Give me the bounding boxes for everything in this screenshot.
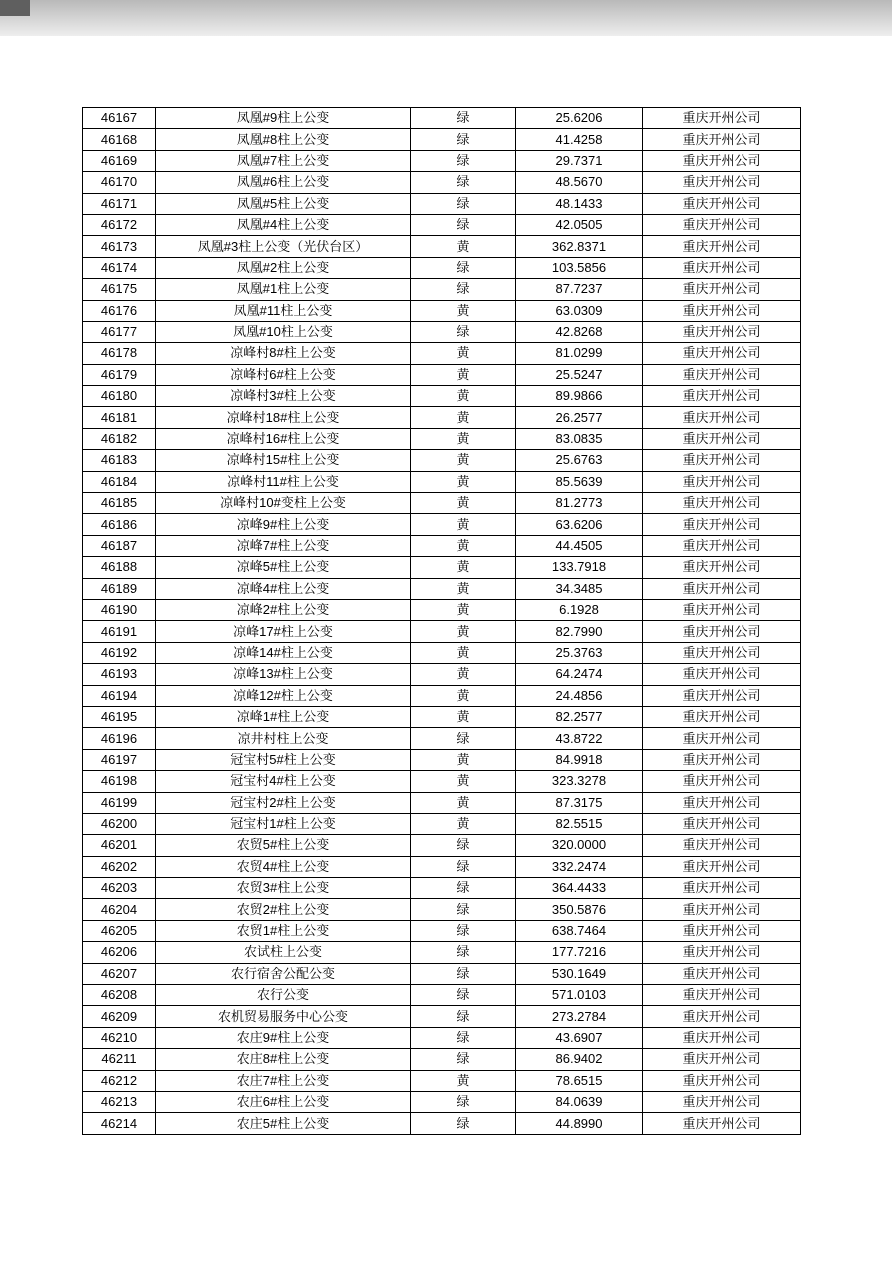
cell-company: 重庆开州公司 [643,172,801,193]
cell-id: 46173 [83,236,156,257]
cell-company: 重庆开州公司 [643,364,801,385]
cell-status: 绿 [411,1027,516,1048]
table-row [83,300,801,321]
cell-id: 46204 [83,899,156,920]
table-row [83,621,801,642]
cell-company: 重庆开州公司 [643,963,801,984]
cell-name: 凤凰#7柱上公变 [156,150,411,171]
cell-value: 34.3485 [516,578,643,599]
cell-name: 冠宝村1#柱上公变 [156,813,411,834]
cell-value: 25.3763 [516,642,643,663]
cell-name: 农贸3#柱上公变 [156,878,411,899]
cell-company: 重庆开州公司 [643,899,801,920]
table-row [83,942,801,963]
cell-status: 黄 [411,557,516,578]
cell-id: 46194 [83,685,156,706]
table-row [83,386,801,407]
cell-status: 黄 [411,450,516,471]
cell-status: 绿 [411,963,516,984]
cell-id: 46179 [83,364,156,385]
cell-value: 81.0299 [516,343,643,364]
cell-name: 凤凰#2柱上公变 [156,257,411,278]
cell-company: 重庆开州公司 [643,621,801,642]
cell-id: 46183 [83,450,156,471]
cell-company: 重庆开州公司 [643,450,801,471]
cell-value: 571.0103 [516,985,643,1006]
cell-value: 273.2784 [516,1006,643,1027]
cell-company: 重庆开州公司 [643,578,801,599]
cell-name: 凤凰#8柱上公变 [156,129,411,150]
table-row [83,899,801,920]
cell-id: 46167 [83,108,156,129]
cell-name: 农庄5#柱上公变 [156,1113,411,1134]
table-row [83,150,801,171]
cell-company: 重庆开州公司 [643,214,801,235]
cell-name: 农试柱上公变 [156,942,411,963]
cell-status: 黄 [411,664,516,685]
cell-id: 46196 [83,728,156,749]
cell-name: 农庄8#柱上公变 [156,1049,411,1070]
cell-value: 6.1928 [516,599,643,620]
cell-company: 重庆开州公司 [643,856,801,877]
cell-name: 冠宝村2#柱上公变 [156,792,411,813]
cell-name: 农庄9#柱上公变 [156,1027,411,1048]
cell-name: 凉峰1#柱上公变 [156,706,411,727]
cell-status: 黄 [411,236,516,257]
cell-company: 重庆开州公司 [643,257,801,278]
cell-company: 重庆开州公司 [643,1113,801,1134]
cell-status: 绿 [411,257,516,278]
cell-value: 133.7918 [516,557,643,578]
table-row [83,1113,801,1134]
table-row [83,193,801,214]
cell-company: 重庆开州公司 [643,279,801,300]
cell-company: 重庆开州公司 [643,685,801,706]
cell-id: 46200 [83,813,156,834]
cell-value: 84.0639 [516,1091,643,1112]
cell-company: 重庆开州公司 [643,1049,801,1070]
cell-id: 46213 [83,1091,156,1112]
table-row [83,792,801,813]
table-row [83,728,801,749]
cell-company: 重庆开州公司 [643,878,801,899]
cell-id: 46201 [83,835,156,856]
cell-id: 46168 [83,129,156,150]
table-row [83,1070,801,1091]
cell-name: 农机贸易服务中心公变 [156,1006,411,1027]
cell-value: 43.6907 [516,1027,643,1048]
cell-id: 46170 [83,172,156,193]
cell-name: 凤凰#10柱上公变 [156,321,411,342]
cell-status: 绿 [411,1091,516,1112]
cell-company: 重庆开州公司 [643,321,801,342]
cell-id: 46207 [83,963,156,984]
cell-name: 农贸4#柱上公变 [156,856,411,877]
cell-status: 绿 [411,1113,516,1134]
table-row [83,450,801,471]
cell-company: 重庆开州公司 [643,557,801,578]
cell-status: 黄 [411,642,516,663]
cell-id: 46187 [83,535,156,556]
table-row [83,856,801,877]
cell-value: 103.5856 [516,257,643,278]
table-row [83,1091,801,1112]
cell-company: 重庆开州公司 [643,835,801,856]
cell-name: 凉井村柱上公变 [156,728,411,749]
cell-status: 绿 [411,172,516,193]
table-row [83,685,801,706]
cell-id: 46210 [83,1027,156,1048]
cell-status: 绿 [411,899,516,920]
cell-company: 重庆开州公司 [643,792,801,813]
table-row [83,642,801,663]
cell-name: 凉峰村6#柱上公变 [156,364,411,385]
cell-company: 重庆开州公司 [643,1070,801,1091]
cell-name: 凤凰#1柱上公变 [156,279,411,300]
cell-status: 绿 [411,1006,516,1027]
cell-name: 凉峰14#柱上公变 [156,642,411,663]
cell-id: 46193 [83,664,156,685]
cell-id: 46178 [83,343,156,364]
table-row [83,214,801,235]
transformer-table [82,107,801,1135]
table-row [83,599,801,620]
cell-company: 重庆开州公司 [643,1027,801,1048]
cell-name: 凉峰村8#柱上公变 [156,343,411,364]
cell-value: 44.8990 [516,1113,643,1134]
cell-status: 黄 [411,813,516,834]
cell-company: 重庆开州公司 [643,985,801,1006]
cell-value: 42.8268 [516,321,643,342]
cell-id: 46184 [83,471,156,492]
cell-value: 87.7237 [516,279,643,300]
cell-name: 凤凰#3柱上公变（光伏台区） [156,236,411,257]
cell-value: 24.4856 [516,685,643,706]
table-row [83,985,801,1006]
cell-value: 84.9918 [516,749,643,770]
table-row [83,578,801,599]
table-body [83,108,801,1135]
cell-status: 绿 [411,150,516,171]
cell-id: 46186 [83,514,156,535]
cell-id: 46190 [83,599,156,620]
cell-name: 凉峰村15#柱上公变 [156,450,411,471]
cell-company: 重庆开州公司 [643,471,801,492]
table-row [83,878,801,899]
cell-company: 重庆开州公司 [643,236,801,257]
cell-value: 638.7464 [516,920,643,941]
cell-status: 黄 [411,300,516,321]
cell-company: 重庆开州公司 [643,129,801,150]
table-row [83,428,801,449]
cell-id: 46214 [83,1113,156,1134]
cell-status: 绿 [411,214,516,235]
cell-value: 87.3175 [516,792,643,813]
cell-status: 黄 [411,407,516,428]
table-row [83,664,801,685]
cell-status: 绿 [411,985,516,1006]
cell-id: 46202 [83,856,156,877]
table-row [83,706,801,727]
cell-status: 黄 [411,706,516,727]
cell-name: 农贸2#柱上公变 [156,899,411,920]
cell-name: 冠宝村5#柱上公变 [156,749,411,770]
cell-id: 46189 [83,578,156,599]
table-row [83,343,801,364]
cell-company: 重庆开州公司 [643,343,801,364]
cell-id: 46182 [83,428,156,449]
table-row [83,963,801,984]
cell-status: 绿 [411,835,516,856]
table-row [83,1006,801,1027]
cell-value: 323.3278 [516,771,643,792]
cell-company: 重庆开州公司 [643,749,801,770]
table-row [83,920,801,941]
cell-id: 46199 [83,792,156,813]
table-row [83,236,801,257]
cell-value: 29.7371 [516,150,643,171]
cell-id: 46206 [83,942,156,963]
cell-name: 凉峰12#柱上公变 [156,685,411,706]
cell-status: 绿 [411,942,516,963]
cell-name: 凉峰5#柱上公变 [156,557,411,578]
cell-status: 黄 [411,535,516,556]
cell-status: 绿 [411,108,516,129]
cell-status: 黄 [411,685,516,706]
cell-value: 350.5876 [516,899,643,920]
cell-value: 177.7216 [516,942,643,963]
table-row [83,514,801,535]
cell-status: 黄 [411,792,516,813]
scan-corner-shadow [0,0,30,16]
cell-value: 78.6515 [516,1070,643,1091]
cell-id: 46198 [83,771,156,792]
cell-status: 黄 [411,1070,516,1091]
cell-value: 83.0835 [516,428,643,449]
cell-id: 46174 [83,257,156,278]
cell-company: 重庆开州公司 [643,407,801,428]
cell-company: 重庆开州公司 [643,386,801,407]
cell-status: 绿 [411,193,516,214]
cell-name: 凉峰村16#柱上公变 [156,428,411,449]
table-row [83,535,801,556]
table-row [83,835,801,856]
cell-name: 凉峰9#柱上公变 [156,514,411,535]
cell-status: 黄 [411,471,516,492]
cell-status: 绿 [411,1049,516,1070]
cell-company: 重庆开州公司 [643,493,801,514]
cell-name: 农行宿舍公配公变 [156,963,411,984]
cell-value: 362.8371 [516,236,643,257]
cell-company: 重庆开州公司 [643,1006,801,1027]
cell-id: 46176 [83,300,156,321]
cell-status: 绿 [411,856,516,877]
cell-id: 46192 [83,642,156,663]
cell-value: 63.0309 [516,300,643,321]
cell-name: 农贸1#柱上公变 [156,920,411,941]
cell-value: 85.5639 [516,471,643,492]
cell-company: 重庆开州公司 [643,300,801,321]
cell-value: 64.2474 [516,664,643,685]
cell-id: 46181 [83,407,156,428]
cell-name: 农贸5#柱上公变 [156,835,411,856]
table-row [83,321,801,342]
cell-name: 凤凰#11柱上公变 [156,300,411,321]
cell-status: 黄 [411,599,516,620]
cell-id: 46180 [83,386,156,407]
table-row [83,257,801,278]
cell-company: 重庆开州公司 [643,706,801,727]
table-row [83,407,801,428]
cell-company: 重庆开州公司 [643,599,801,620]
cell-company: 重庆开州公司 [643,664,801,685]
cell-company: 重庆开州公司 [643,428,801,449]
cell-name: 农庄6#柱上公变 [156,1091,411,1112]
cell-status: 黄 [411,428,516,449]
cell-name: 凉峰村3#柱上公变 [156,386,411,407]
cell-value: 48.1433 [516,193,643,214]
page-top-margin [0,0,892,36]
cell-company: 重庆开州公司 [643,813,801,834]
cell-status: 黄 [411,514,516,535]
table-row [83,1027,801,1048]
cell-value: 42.0505 [516,214,643,235]
cell-company: 重庆开州公司 [643,920,801,941]
cell-id: 46188 [83,557,156,578]
cell-id: 46197 [83,749,156,770]
cell-name: 凉峰17#柱上公变 [156,621,411,642]
table-row [83,108,801,129]
cell-status: 黄 [411,386,516,407]
cell-value: 82.2577 [516,706,643,727]
cell-name: 凉峰4#柱上公变 [156,578,411,599]
cell-status: 黄 [411,343,516,364]
cell-name: 凤凰#9柱上公变 [156,108,411,129]
cell-name: 凤凰#4柱上公变 [156,214,411,235]
cell-value: 82.7990 [516,621,643,642]
cell-name: 农庄7#柱上公变 [156,1070,411,1091]
cell-status: 绿 [411,321,516,342]
cell-status: 黄 [411,771,516,792]
cell-id: 46208 [83,985,156,1006]
cell-value: 82.5515 [516,813,643,834]
cell-value: 48.5670 [516,172,643,193]
cell-company: 重庆开州公司 [643,150,801,171]
cell-company: 重庆开州公司 [643,942,801,963]
cell-company: 重庆开州公司 [643,535,801,556]
cell-value: 25.6763 [516,450,643,471]
cell-name: 凉峰13#柱上公变 [156,664,411,685]
cell-id: 46191 [83,621,156,642]
cell-name: 冠宝村4#柱上公变 [156,771,411,792]
cell-value: 26.2577 [516,407,643,428]
cell-value: 25.6206 [516,108,643,129]
table-row [83,364,801,385]
cell-status: 绿 [411,129,516,150]
cell-value: 81.2773 [516,493,643,514]
cell-name: 凉峰村18#柱上公变 [156,407,411,428]
cell-id: 46212 [83,1070,156,1091]
table-row [83,471,801,492]
cell-status: 黄 [411,621,516,642]
table-row [83,771,801,792]
cell-name: 农行公变 [156,985,411,1006]
cell-name: 凉峰村11#柱上公变 [156,471,411,492]
cell-id: 46172 [83,214,156,235]
cell-id: 46211 [83,1049,156,1070]
table-row [83,129,801,150]
cell-id: 46209 [83,1006,156,1027]
cell-company: 重庆开州公司 [643,108,801,129]
cell-id: 46203 [83,878,156,899]
cell-name: 凉峰2#柱上公变 [156,599,411,620]
cell-value: 43.8722 [516,728,643,749]
cell-name: 凉峰村10#变柱上公变 [156,493,411,514]
cell-value: 63.6206 [516,514,643,535]
cell-name: 凤凰#6柱上公变 [156,172,411,193]
cell-value: 530.1649 [516,963,643,984]
cell-company: 重庆开州公司 [643,642,801,663]
cell-status: 黄 [411,749,516,770]
cell-status: 绿 [411,878,516,899]
cell-company: 重庆开州公司 [643,514,801,535]
cell-id: 46185 [83,493,156,514]
cell-value: 89.9866 [516,386,643,407]
cell-value: 44.4505 [516,535,643,556]
table-row [83,279,801,300]
table-row [83,1049,801,1070]
table-row [83,749,801,770]
cell-value: 320.0000 [516,835,643,856]
table-row [83,493,801,514]
cell-value: 25.5247 [516,364,643,385]
cell-value: 86.9402 [516,1049,643,1070]
cell-id: 46169 [83,150,156,171]
cell-status: 绿 [411,920,516,941]
cell-id: 46171 [83,193,156,214]
cell-value: 41.4258 [516,129,643,150]
cell-status: 绿 [411,728,516,749]
cell-status: 黄 [411,578,516,599]
cell-status: 黄 [411,493,516,514]
cell-value: 364.4433 [516,878,643,899]
cell-company: 重庆开州公司 [643,1091,801,1112]
cell-id: 46205 [83,920,156,941]
cell-status: 绿 [411,279,516,300]
cell-company: 重庆开州公司 [643,728,801,749]
table-row [83,172,801,193]
cell-company: 重庆开州公司 [643,771,801,792]
table-row [83,557,801,578]
table-row [83,813,801,834]
cell-value: 332.2474 [516,856,643,877]
cell-name: 凉峰7#柱上公变 [156,535,411,556]
cell-company: 重庆开州公司 [643,193,801,214]
cell-status: 黄 [411,364,516,385]
cell-id: 46177 [83,321,156,342]
cell-id: 46175 [83,279,156,300]
cell-id: 46195 [83,706,156,727]
cell-name: 凤凰#5柱上公变 [156,193,411,214]
